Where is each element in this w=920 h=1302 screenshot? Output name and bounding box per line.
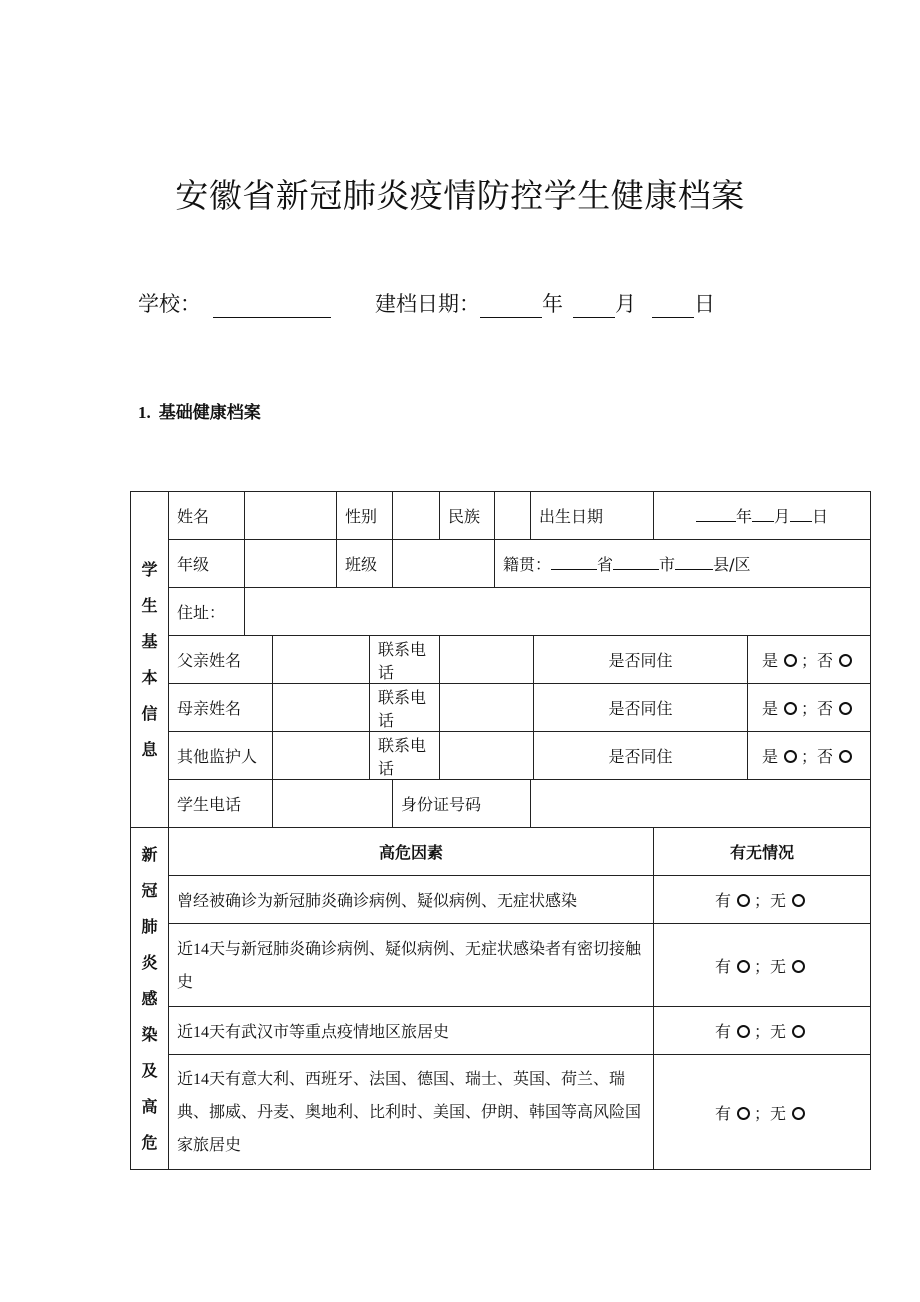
gender-label: 性别 xyxy=(337,492,393,540)
risk-item-2-choice[interactable]: 有 ；无 xyxy=(654,924,871,1007)
radio-none-icon[interactable] xyxy=(792,1107,805,1120)
year-blank[interactable] xyxy=(480,295,542,318)
id-number-label: 身份证号码 xyxy=(393,780,531,828)
guardian-live-together-choice[interactable]: 是 ；否 xyxy=(748,732,871,780)
document-title: 安徽省新冠肺炎疫情防控学生健康档案 xyxy=(175,176,745,215)
father-phone-field[interactable] xyxy=(440,636,534,684)
grade-label: 年级 xyxy=(169,540,245,588)
radio-have-icon[interactable] xyxy=(737,1025,750,1038)
month-char: 月 xyxy=(615,292,636,316)
mother-name-field[interactable] xyxy=(273,684,370,732)
radio-have-icon[interactable] xyxy=(737,960,750,973)
mother-phone-label: 联系电话 xyxy=(370,684,440,732)
father-live-together-label: 是否同住 xyxy=(534,636,748,684)
student-phone-label: 学生电话 xyxy=(169,780,273,828)
month-blank[interactable] xyxy=(573,295,615,318)
risk-item-1: 曾经被确诊为新冠肺炎确诊病例、疑似病例、无症状感染 xyxy=(169,876,654,924)
risk-status-header: 有无情况 xyxy=(654,828,871,876)
radio-none-icon[interactable] xyxy=(792,894,805,907)
grade-field[interactable] xyxy=(245,540,337,588)
other-guardian-label: 其他监护人 xyxy=(169,732,273,780)
father-phone-label: 联系电话 xyxy=(370,636,440,684)
father-name-label: 父亲姓名 xyxy=(169,636,273,684)
radio-yes-icon[interactable] xyxy=(784,702,797,715)
radio-have-icon[interactable] xyxy=(737,1107,750,1120)
risk-item-2: 近14天与新冠肺炎确诊病例、疑似病例、无症状感染者有密切接触史 xyxy=(169,924,654,1007)
address-label: 住址： xyxy=(169,588,245,636)
student-phone-field[interactable] xyxy=(273,780,393,828)
header-fields xyxy=(138,288,715,318)
address-field[interactable] xyxy=(245,588,871,636)
school-blank[interactable] xyxy=(213,295,331,318)
ethnicity-field[interactable] xyxy=(495,492,531,540)
radio-have-icon[interactable] xyxy=(737,894,750,907)
risk-item-4: 近14天有意大利、西班牙、法国、德国、瑞士、英国、荷兰、瑞典、挪威、丹麦、奥地利、比利时、美国、伊朗、韩国等高风险国家旅居史 xyxy=(169,1055,654,1170)
radio-none-icon[interactable] xyxy=(792,960,805,973)
radio-no-icon[interactable] xyxy=(839,654,852,667)
risk-group-label: 新 冠 肺 炎 感 染 及 高 危 xyxy=(131,828,169,1170)
health-record-table xyxy=(130,491,871,1170)
native-place-field[interactable]: 籍贯： 省 市 县/区 xyxy=(495,540,871,588)
father-live-together-choice[interactable]: 是 ；否 xyxy=(748,636,871,684)
class-label: 班级 xyxy=(337,540,393,588)
radio-none-icon[interactable] xyxy=(792,1025,805,1038)
id-number-field[interactable] xyxy=(531,780,871,828)
year-char: 年 xyxy=(542,292,563,316)
radio-yes-icon[interactable] xyxy=(784,750,797,763)
mother-name-label: 母亲姓名 xyxy=(169,684,273,732)
mother-live-together-choice[interactable]: 是 ；否 xyxy=(748,684,871,732)
guardian-phone-label: 联系电话 xyxy=(370,732,440,780)
name-field[interactable] xyxy=(245,492,337,540)
section-title: 基础健康档案 xyxy=(158,403,261,423)
risk-item-1-choice[interactable]: 有 ；无 xyxy=(654,876,871,924)
radio-yes-icon[interactable] xyxy=(784,654,797,667)
section-heading xyxy=(138,398,261,423)
mother-phone-field[interactable] xyxy=(440,684,534,732)
risk-item-4-choice[interactable]: 有 ；无 xyxy=(654,1055,871,1170)
class-field[interactable] xyxy=(393,540,495,588)
birth-date-field[interactable]: 年 月 日 xyxy=(654,492,871,540)
risk-item-3-choice[interactable]: 有 ；无 xyxy=(654,1007,871,1055)
guardian-phone-field[interactable] xyxy=(440,732,534,780)
father-name-field[interactable] xyxy=(273,636,370,684)
ethnicity-label: 民族 xyxy=(440,492,495,540)
radio-no-icon[interactable] xyxy=(839,702,852,715)
basic-info-group-label: 学 生 基 本 信 息 xyxy=(131,492,169,828)
section-number: 1. xyxy=(138,403,151,422)
risk-factor-header: 高危因素 xyxy=(169,828,654,876)
other-guardian-field[interactable] xyxy=(273,732,370,780)
mother-live-together-label: 是否同住 xyxy=(534,684,748,732)
day-blank[interactable] xyxy=(652,295,694,318)
name-label: 姓名 xyxy=(169,492,245,540)
school-label: 学校： xyxy=(138,292,201,316)
day-char: 日 xyxy=(694,292,715,316)
gender-field[interactable] xyxy=(393,492,440,540)
birth-date-label: 出生日期 xyxy=(531,492,654,540)
risk-item-3: 近14天有武汉市等重点疫情地区旅居史 xyxy=(169,1007,654,1055)
guardian-live-together-label: 是否同住 xyxy=(534,732,748,780)
date-label: 建档日期： xyxy=(375,292,480,316)
radio-no-icon[interactable] xyxy=(839,750,852,763)
